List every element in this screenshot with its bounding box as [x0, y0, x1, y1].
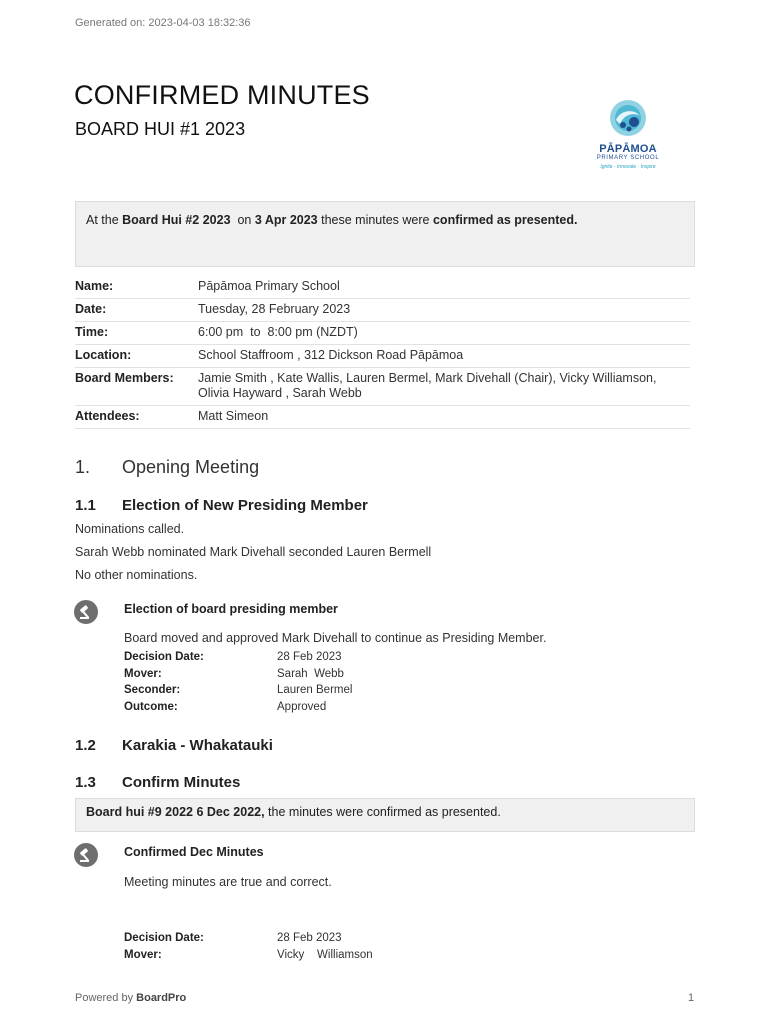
- info-label: Board Members:: [75, 368, 198, 406]
- minutes-box-text: the minutes were confirmed as presented.: [264, 805, 501, 819]
- gavel-icon: [74, 843, 98, 867]
- paragraph-line: No other nominations.: [75, 568, 198, 582]
- subsection-number: 1.2: [75, 737, 96, 754]
- subsection-title: Confirm Minutes: [122, 774, 241, 791]
- gavel-icon: [74, 600, 98, 624]
- logo-subtitle: PRIMARY SCHOOL: [596, 155, 660, 161]
- generated-timestamp: Generated on: 2023-04-03 18:32:36: [75, 17, 251, 29]
- minutes-box-bold: Board hui #9 2022 6 Dec 2022,: [86, 805, 265, 819]
- confirmation-prefix: At the: [86, 213, 123, 227]
- footer-powered-by: [75, 992, 186, 1004]
- subsection-number: 1.3: [75, 774, 96, 791]
- subsection-title: Karakia - Whakatauki: [122, 737, 273, 754]
- info-label: Attendees:: [75, 406, 198, 429]
- info-value: Pāpāmoa Primary School: [198, 276, 690, 299]
- footer-brand-link[interactable]: BoardPro: [136, 992, 187, 1004]
- subsection-number: 1.1: [75, 497, 96, 514]
- detail-value: 28 Feb 2023: [277, 932, 342, 944]
- school-emblem-icon: [608, 98, 648, 140]
- logo-name: PĀPĀMOA: [599, 143, 657, 155]
- page-subtitle: BOARD HUI #1 2023: [75, 119, 246, 139]
- detail-label: Seconder:: [124, 684, 181, 696]
- detail-value: Sarah Webb: [277, 667, 344, 680]
- footer-powered-label: Powered by: [75, 992, 137, 1004]
- info-row-date: [75, 299, 690, 322]
- section-number: 1.: [75, 457, 91, 477]
- page-number: 1: [688, 992, 695, 1004]
- detail-row-decision-date: [124, 651, 352, 668]
- confirmation-meeting: Board Hui #2 2023: [122, 213, 231, 227]
- info-row-name: [75, 276, 690, 299]
- resolution-details: [124, 651, 352, 717]
- detail-row-seconder: [124, 684, 352, 701]
- school-logo: [592, 98, 664, 178]
- subsection-heading-1-3: [75, 774, 240, 791]
- meeting-info-table: [75, 276, 690, 429]
- page-title: CONFIRMED MINUTES: [74, 80, 370, 110]
- info-row-location: [75, 345, 690, 368]
- confirmation-status: confirmed as presented.: [432, 213, 578, 227]
- info-value: School Staffroom , 312 Dickson Road Pāpāmoa: [198, 345, 690, 368]
- detail-row-mover: [124, 949, 373, 966]
- resolution-text: Meeting minutes are true and correct.: [124, 875, 332, 889]
- detail-label: Decision Date:: [124, 932, 204, 944]
- confirmation-middle: these minutes were: [317, 213, 433, 227]
- detail-value: Approved: [277, 700, 327, 713]
- paragraph-line: Sarah Webb nominated Mark Divehall seconded Lauren Bermell: [75, 545, 432, 559]
- info-label: Time:: [75, 322, 198, 345]
- confirmation-on: on: [230, 213, 255, 227]
- info-row-attendees: [75, 406, 690, 429]
- info-label: Location:: [75, 345, 198, 368]
- detail-row-outcome: [124, 701, 352, 718]
- detail-value: 28 Feb 2023: [277, 651, 342, 663]
- logo-motto: Ignite · Innovate · Inspire: [600, 164, 656, 170]
- info-row-board-members: [75, 368, 690, 406]
- subsection-heading-1-2: [75, 737, 273, 754]
- detail-label: Mover:: [124, 948, 162, 961]
- info-label: Name:: [75, 276, 198, 299]
- subsection-title: Election of New Presiding Member: [122, 497, 368, 514]
- resolution-details: [124, 932, 373, 965]
- info-row-time: [75, 322, 690, 345]
- paragraph-line: Nominations called.: [75, 522, 185, 536]
- detail-value: Lauren Bermel: [277, 684, 353, 696]
- info-label: Date:: [75, 299, 198, 322]
- confirmation-box: [75, 201, 695, 267]
- section-heading-opening-meeting: [75, 457, 259, 478]
- resolution-text: Board moved and approved Mark Divehall to continue as Presiding Member.: [124, 631, 547, 645]
- subsection-heading-1-1: [75, 497, 368, 514]
- detail-row-decision-date: [124, 932, 373, 949]
- info-value: 6:00 pm to 8:00 pm (NZDT): [198, 322, 690, 345]
- detail-value: Vicky Williamson: [277, 948, 373, 961]
- minutes-confirmation-box: [75, 798, 695, 832]
- confirmation-date: 3 Apr 2023: [254, 213, 318, 227]
- resolution-title: Election of board presiding member: [124, 602, 338, 616]
- section-title: Opening Meeting: [122, 457, 260, 477]
- info-value: Tuesday, 28 February 2023: [198, 299, 690, 322]
- info-value: Jamie Smith , Kate Wallis, Lauren Bermel, Mark Divehall (Chair), Vicky Williamson, Olivia Hayward , Sarah Webb: [198, 368, 690, 406]
- detail-label: Outcome:: [124, 700, 178, 713]
- detail-row-mover: [124, 668, 352, 685]
- resolution-title: Confirmed Dec Minutes: [124, 845, 264, 859]
- info-value: Matt Simeon: [198, 406, 690, 429]
- detail-label: Decision Date:: [124, 651, 204, 663]
- detail-label: Mover:: [124, 667, 162, 680]
